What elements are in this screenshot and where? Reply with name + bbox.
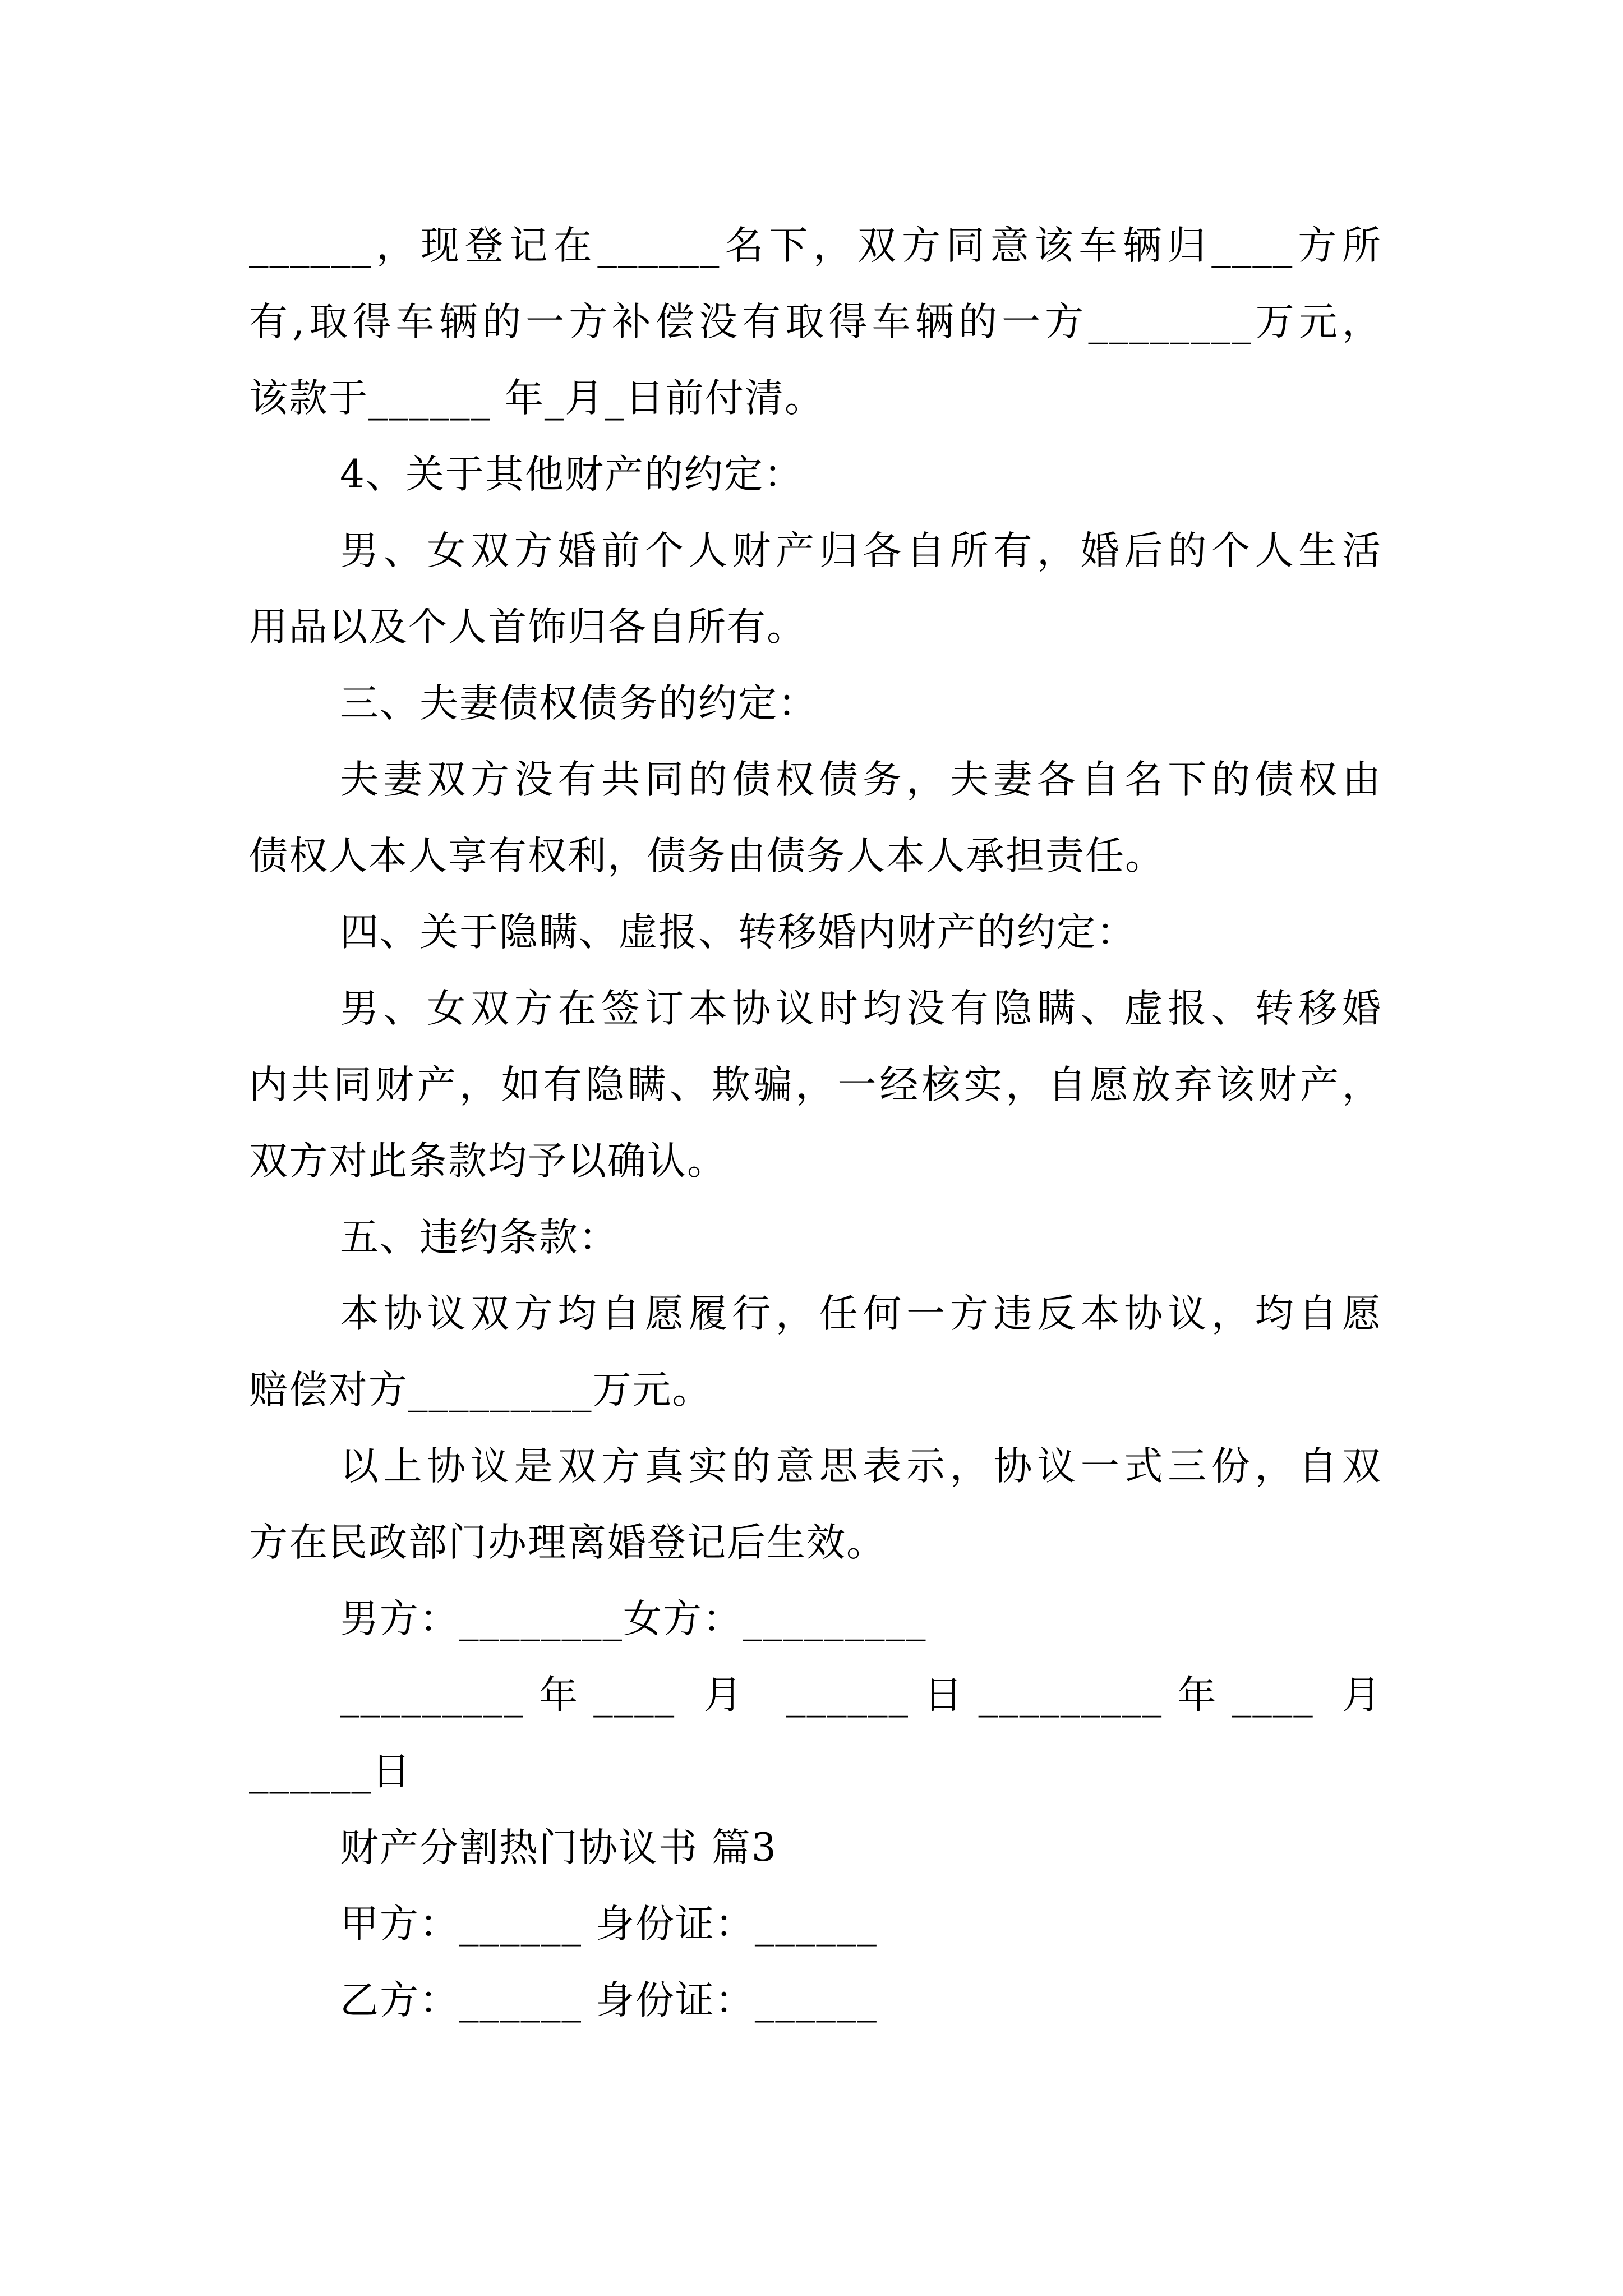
text-line: 男、女双方婚前个人财产归各自所有，婚后的个人生活 <box>340 528 1382 573</box>
text-line: 双方对此条款均予以确认。 <box>249 1139 727 1184</box>
date-line: ______日 <box>249 1749 412 1794</box>
text-line: 有,取得车辆的一方补偿没有取得车辆的一方________万元， <box>249 300 1382 344</box>
text-line: 该款于______ 年_月_日前付清。 <box>249 376 824 421</box>
text-line: 男、女双方在签订本协议时均没有隐瞒、虚报、转移婚 <box>340 986 1382 1031</box>
section-heading: 四、关于隐瞒、虚报、转移婚内财产的约定： <box>340 910 1136 955</box>
text-line: 赔偿对方_________万元。 <box>249 1368 712 1412</box>
text-line: 本协议双方均自愿履行，任何一方违反本协议，均自愿 <box>340 1291 1382 1336</box>
date-line: _________年____ 月 ______日_________年____ 月 <box>340 1673 1382 1718</box>
section-heading: 三、夫妻债权债务的约定： <box>340 681 818 726</box>
signature-line: 男方：________女方：_________ <box>340 1596 927 1641</box>
text-line: 以上协议是双方真实的意思表示，协议一式三份，自双 <box>340 1444 1382 1489</box>
document-heading: 财产分割热门协议书 篇3 <box>340 1825 777 1870</box>
section-heading: 五、违约条款： <box>340 1215 619 1260</box>
text-line: 用品以及个人首饰归各自所有。 <box>249 605 806 650</box>
text-line: 方在民政部门办理离婚登记后生效。 <box>249 1520 886 1565</box>
text-line: 内共同财产，如有隐瞒、欺骗，一经核实，自愿放弃该财产， <box>249 1062 1382 1107</box>
party-line: 甲方：______ 身份证：______ <box>340 1902 878 1947</box>
text-line: 债权人本人享有权利，债务由债务人本人承担责任。 <box>249 834 1165 878</box>
text-line: ______，现登记在______名下，双方同意该车辆归____方所 <box>249 223 1382 268</box>
party-line: 乙方：______ 身份证：______ <box>340 1978 878 2023</box>
section-heading: 4、关于其他财产的约定： <box>340 452 804 497</box>
text-line: 夫妻双方没有共同的债权债务，夫妻各自名下的债权由 <box>340 757 1382 802</box>
